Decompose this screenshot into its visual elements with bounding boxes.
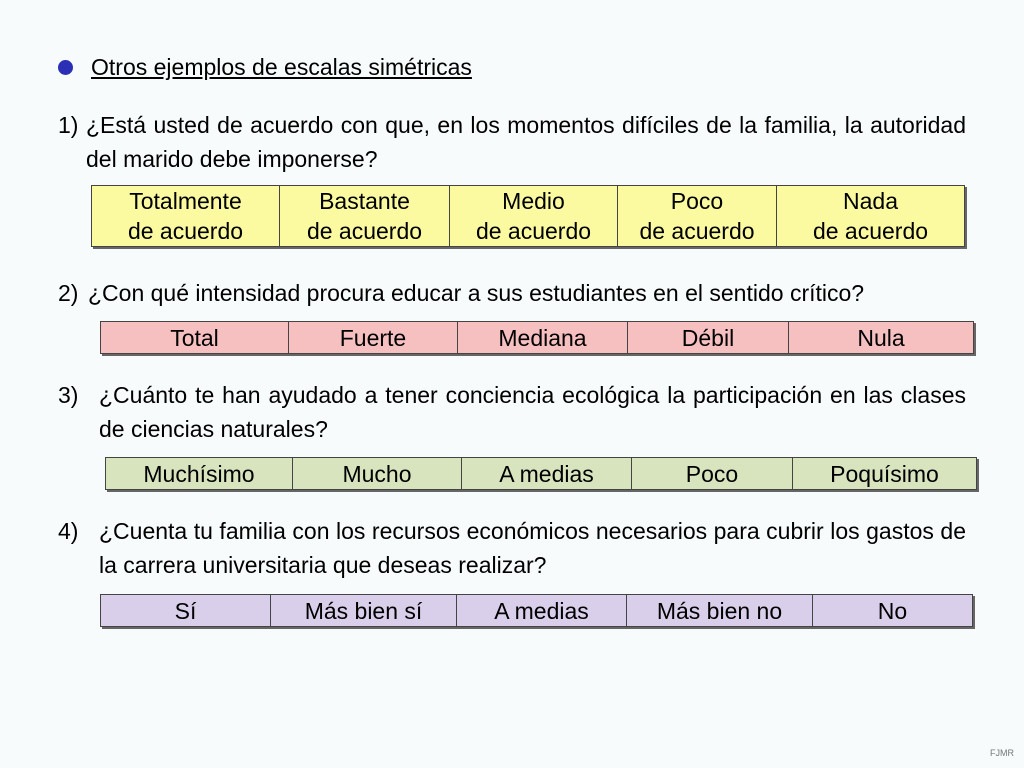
question-number: 1)	[58, 112, 79, 138]
footer-credit: FJMR	[990, 748, 1014, 758]
scale-option[interactable]: Mediana	[458, 322, 628, 353]
question-2	[58, 276, 966, 310]
scale-option[interactable]: Poco	[632, 458, 793, 489]
scale-option[interactable]: A medias	[457, 595, 627, 626]
scale-option[interactable]: Poquísimo	[830, 460, 939, 487]
scale-option[interactable]: Nada de acuerdo	[812, 188, 929, 244]
scale-option[interactable]: Sí	[101, 595, 271, 626]
scale-option[interactable]: Medio de acuerdo	[450, 186, 618, 246]
scale-options-2	[100, 321, 974, 354]
question-text: ¿Cuánto te han ayudado a tener conciencia ecológica la participación en las clases de ciencias naturales?	[99, 382, 966, 442]
scale-option[interactable]: Bastante de acuerdo	[280, 186, 450, 246]
question-text: ¿Cuenta tu familia con los recursos económicos necesarios para cubrir los gastos de la carrera universitaria que deseas realizar?	[99, 518, 966, 578]
heading-text: Otros ejemplos de escalas simétricas	[91, 54, 472, 80]
scale-option[interactable]: A medias	[462, 458, 632, 489]
question-text: ¿Con qué intensidad procura educar a sus estudiantes en el sentido crítico?	[88, 280, 865, 306]
question-3	[58, 378, 966, 446]
scale-option[interactable]: Nula	[857, 324, 905, 351]
scale-option[interactable]: Más bien sí	[271, 595, 457, 626]
scale-option[interactable]: No	[877, 597, 908, 624]
scale-option[interactable]: Fuerte	[289, 322, 458, 353]
scale-option[interactable]: Débil	[628, 322, 789, 353]
scale-option[interactable]: Total	[101, 322, 289, 353]
question-1	[58, 108, 966, 176]
question-text: ¿Está usted de acuerdo con que, en los momentos difíciles de la familia, la autoridad del marido debe imponerse?	[86, 112, 966, 172]
scale-options-4	[100, 594, 973, 627]
scale-option[interactable]: Mucho	[293, 458, 462, 489]
slide-heading	[58, 54, 472, 81]
scale-option[interactable]: Totalmente de acuerdo	[92, 186, 280, 246]
question-number: 2)	[58, 280, 79, 306]
scale-option[interactable]: Muchísimo	[106, 458, 293, 489]
scale-option[interactable]: Poco de acuerdo	[618, 186, 777, 246]
scale-option[interactable]: Más bien no	[627, 595, 813, 626]
bullet-icon	[58, 60, 73, 75]
question-number: 3)	[58, 382, 79, 408]
question-number: 4)	[58, 518, 79, 544]
question-4	[58, 514, 966, 582]
scale-options-3	[105, 457, 977, 490]
scale-options-1	[91, 185, 965, 247]
